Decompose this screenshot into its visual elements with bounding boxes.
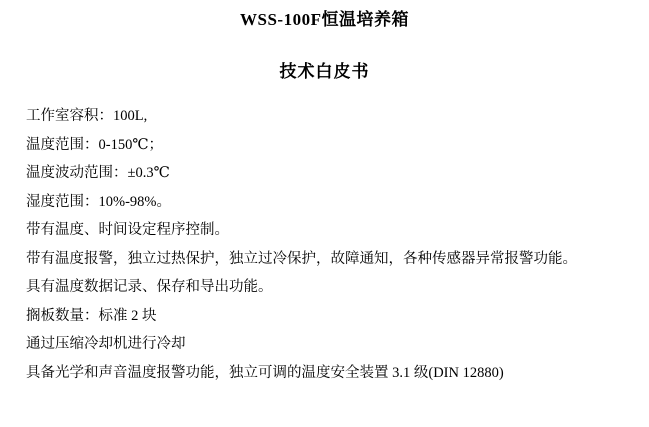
body-paragraph: 带有温度、时间设定程序控制。 bbox=[26, 222, 229, 238]
document-page bbox=[0, 8, 649, 427]
body-paragraph: 具有温度数据记录、保存和导出功能。 bbox=[26, 279, 273, 295]
body-paragraph: 通过压缩冷却机进行冷却 bbox=[26, 336, 186, 352]
body-paragraph: 湿度范围：10%-98%。 bbox=[26, 193, 171, 210]
body-paragraph: 具备光学和声音温度报警功能，独立可调的温度安全装置 3.1 级(DIN 12880) bbox=[26, 364, 504, 381]
body-paragraph: 工作室容积：100L, bbox=[26, 108, 148, 124]
body-paragraph: 带有温度报警，独立过热保护，独立过冷保护，故障通知，各种传感器异常报警功能。 bbox=[26, 250, 577, 267]
document-title: WSS-100F恒温培养箱 bbox=[240, 10, 409, 29]
body-paragraph: 温度波动范围：±0.3℃ bbox=[26, 165, 170, 181]
document-subtitle: 技术白皮书 bbox=[279, 62, 370, 81]
document-body bbox=[0, 102, 649, 387]
body-paragraph: 温度范围：0-150℃； bbox=[26, 136, 164, 153]
body-paragraph: 搁板数量：标准 2 块 bbox=[26, 307, 157, 324]
